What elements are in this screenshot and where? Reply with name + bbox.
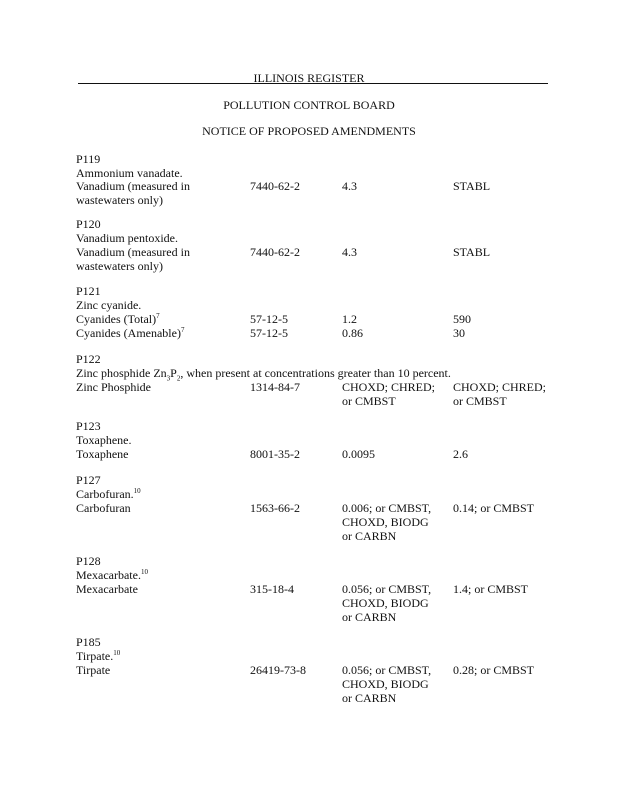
constituent: Tirpate (76, 663, 111, 677)
footnote-ref: 10 (140, 568, 148, 576)
waste-name: Tirpate.$^{10}$ (76, 649, 121, 663)
constituent-cont: wastewaters only) (76, 259, 163, 273)
wastewater-standard-cont: CHOXD, BIODG (342, 596, 429, 610)
constituent: Vanadium (measured in (76, 245, 190, 259)
wastewater-standard: 4.3 (342, 245, 357, 259)
waste-name: Mexacarbate.$^{10}$ (76, 568, 148, 582)
waste-name: Ammonium vanadate. (76, 166, 183, 180)
waste-name: Carbofuran.$^{10}$ (76, 487, 141, 501)
wastewater-standard: 0.056; or CMBST, (342, 582, 432, 596)
wastewater-standard: 0.0095 (342, 447, 375, 461)
waste-code: P119 (76, 152, 101, 166)
wastewater-standard: CHOXD; CHRED; (342, 380, 436, 394)
constituent: Mexacarbate (76, 582, 138, 596)
cas-number: 1314-84-7 (250, 380, 300, 394)
cas-number: 7440-62-2 (250, 179, 300, 193)
notice-title: NOTICE OF PROPOSED AMENDMENTS (202, 124, 416, 138)
waste-code: P127 (76, 473, 101, 487)
wastewater-standard-cont: or CARBN (342, 610, 397, 624)
wastewater-standard-cont: CHOXD, BIODG (342, 677, 429, 691)
waste-name: Toxaphene. (76, 433, 132, 447)
nonwastewater-standard: 0.14; or CMBST (453, 501, 535, 515)
waste-code: P128 (76, 554, 101, 568)
wastewater-standard: 0.86 (342, 326, 363, 340)
waste-name: Vanadium pentoxide. (76, 231, 178, 245)
footnote-ref: 10 (133, 487, 141, 495)
wastewater-standard-cont: or CMBST (342, 394, 396, 408)
cas-number: 57-12-5 (250, 312, 288, 326)
nonwastewater-standard: 0.28; or CMBST (453, 663, 535, 677)
nonwastewater-standard: 2.6 (453, 447, 468, 461)
wastewater-standard: 0.056; or CMBST, (342, 663, 432, 677)
nonwastewater-standard: STABL (453, 179, 491, 193)
nonwastewater-standard: 590 (453, 312, 471, 326)
nonwastewater-standard: 30 (453, 326, 465, 340)
wastewater-standard-cont: CHOXD, BIODG (342, 515, 429, 529)
footnote-ref: 7 (156, 312, 160, 320)
nonwastewater-standard-cont: or CMBST (453, 394, 507, 408)
constituent: Vanadium (measured in (76, 179, 190, 193)
wastewater-standard: 4.3 (342, 179, 357, 193)
wastewater-standard: 1.2 (342, 312, 357, 326)
constituent: Toxaphene (76, 447, 129, 461)
wastewater-standard: 0.006; or CMBST, (342, 501, 432, 515)
wastewater-standard-cont: or CARBN (342, 529, 397, 543)
cas-number: 26419-73-8 (250, 663, 306, 677)
waste-code: P122 (76, 352, 101, 366)
waste-code: P121 (76, 284, 101, 298)
constituent: Zinc Phosphide (76, 380, 151, 394)
waste-name: Zinc cyanide. (76, 298, 142, 312)
waste-code: P120 (76, 217, 101, 231)
waste-name: Zinc phosphide $Zn_3P_2$, when present at concentrations greater than 10 percent. (76, 366, 451, 383)
cas-number: 57-12-5 (250, 326, 288, 340)
constituent: Cyanides (Amenable)$^7$ (76, 326, 185, 340)
nonwastewater-standard: CHOXD; CHRED; (453, 380, 547, 394)
nonwastewater-standard: 1.4; or CMBST (453, 582, 529, 596)
cas-number: 7440-62-2 (250, 245, 300, 259)
constituent: Cyanides (Total)$^7$ (76, 312, 160, 326)
waste-code: P123 (76, 419, 101, 433)
nonwastewater-standard: STABL (453, 245, 491, 259)
footnote-ref: 7 (180, 326, 185, 334)
constituent-cont: wastewaters only) (76, 193, 163, 207)
cas-number: 8001-35-2 (250, 447, 300, 461)
cas-number: 315-18-4 (250, 582, 294, 596)
footnote-ref: 10 (113, 649, 121, 657)
register-title: ILLINOIS REGISTER (253, 71, 365, 85)
wastewater-standard-cont: or CARBN (342, 691, 397, 705)
cas-number: 1563-66-2 (250, 501, 300, 515)
board-title: POLLUTION CONTROL BOARD (223, 98, 395, 112)
constituent: Carbofuran (76, 501, 131, 515)
waste-code: P185 (76, 635, 101, 649)
